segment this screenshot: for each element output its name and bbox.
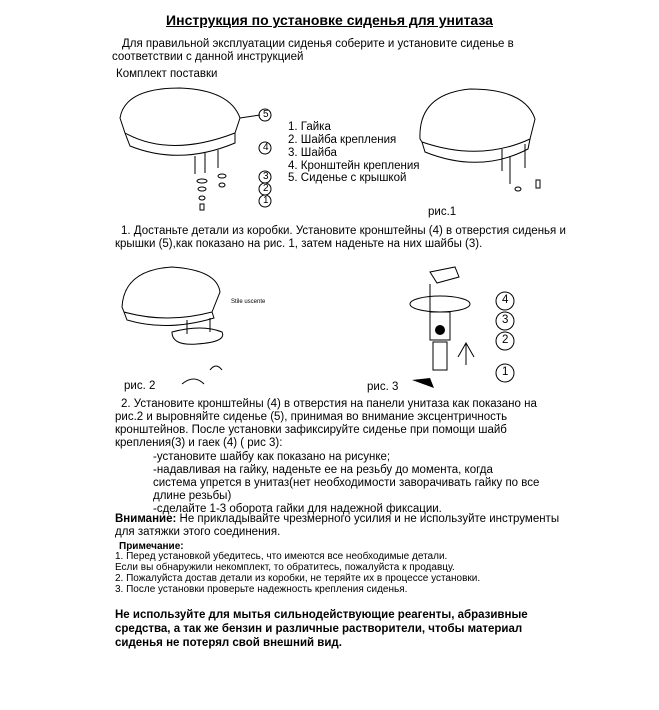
substep-4: длине резьбы) bbox=[153, 490, 232, 502]
step2-line-1: 2. Установите кронштейны (4) в отверстия на панели унитаза как показано на bbox=[121, 398, 537, 410]
step2-line-4: крепления(3) и гаек (4) ( рис 3): bbox=[115, 437, 283, 449]
note-heading: Примечание: bbox=[119, 541, 184, 552]
step2-line-2: рис.2 и выровняйте сиденье (5), принимая во внимание эксцентричность bbox=[115, 411, 508, 423]
callout-3: 3 bbox=[263, 171, 269, 182]
fig3-callout-4: 4 bbox=[502, 294, 509, 306]
fig3-callout-3: 3 bbox=[502, 314, 509, 326]
intro-line-1: Для правильной эксплуатации сиденья соберите и установите сиденье в bbox=[122, 38, 514, 50]
intro-line-2: соответствии с данной инструкцией bbox=[112, 51, 304, 63]
final-line-2: средства, а так же бензин и различные растворители, чтобы материал bbox=[115, 623, 523, 635]
step1-line-1: 1. Достаньте детали из коробки. Установите кронштейны (4) в отверстия сиденья и bbox=[121, 225, 566, 237]
callout-2: 2 bbox=[263, 183, 269, 194]
fig2-illustration bbox=[112, 262, 262, 392]
substep-1: -установите шайбу как показано на рисунке; bbox=[153, 451, 391, 463]
page-title: Инструкция по установке сиденья для унитаза bbox=[166, 12, 493, 28]
warning-label: Внимание: bbox=[115, 513, 177, 525]
part-5: 5. Сиденье с крышкой bbox=[288, 172, 407, 184]
note-line-1: 1. Перед установкой убедитесь, что имеются все необходимые детали. bbox=[115, 551, 448, 562]
final-line-1: Не используйте для мытья сильнодействующие реагенты, абразивные bbox=[115, 609, 528, 621]
step1-line-2: крышки (5),как показано на рис. 1, затем наденьте на них шайбы (3). bbox=[115, 238, 483, 250]
warning-line-1 bbox=[115, 513, 559, 526]
fig2-label: рис. 2 bbox=[124, 380, 156, 392]
final-line-3: сиденья не потерял свой внешний вид. bbox=[115, 637, 342, 649]
substep-3: система упрется в унитаз(нет необходимости заворачивать гайку по все bbox=[153, 477, 540, 489]
fig3-callout-1: 1 bbox=[502, 366, 509, 378]
kit-heading: Комплект поставки bbox=[116, 68, 218, 80]
callout-5: 5 bbox=[263, 109, 269, 120]
step2-line-3: кронштейнов. После установки зафиксируйте сиденье при помощи шайб bbox=[115, 424, 507, 436]
warning-line-2: для затяжки этого соединения. bbox=[115, 526, 281, 538]
substep-2: -надавливая на гайку, наденьте ее на резьбу до момента, когда bbox=[153, 464, 493, 476]
warning-text: Не прикладывайте чрезмерного усилия и не используйте инструменты bbox=[179, 513, 560, 525]
fig3-label: рис. 3 bbox=[367, 381, 399, 393]
part-3: 3. Шайба bbox=[288, 147, 337, 159]
note-line-2: Если вы обнаружили некомплект, то обратитесь, пожалуйста к продавцу. bbox=[115, 562, 455, 573]
part-2: 2. Шайба крепления bbox=[288, 134, 397, 146]
part-1: 1. Гайка bbox=[288, 121, 331, 133]
fig1-illustration bbox=[410, 84, 560, 204]
substep-5: -сделайте 1-3 оборота гайки для надежной фиксации. bbox=[153, 503, 442, 515]
fig2-note: Stile uscente bbox=[231, 299, 266, 305]
callout-1: 1 bbox=[263, 195, 269, 206]
part-4: 4. Кронштейн крепления bbox=[288, 160, 420, 172]
note-line-4: 3. После установки проверьте надежность крепления сиденья. bbox=[115, 584, 408, 595]
note-line-3: 2. Пожалуйста достав детали из коробки, не теряйте их в процессе установки. bbox=[115, 573, 481, 584]
fig3-callout-2: 2 bbox=[502, 334, 509, 346]
fig1-label: рис.1 bbox=[428, 206, 457, 218]
callout-4: 4 bbox=[263, 142, 269, 153]
